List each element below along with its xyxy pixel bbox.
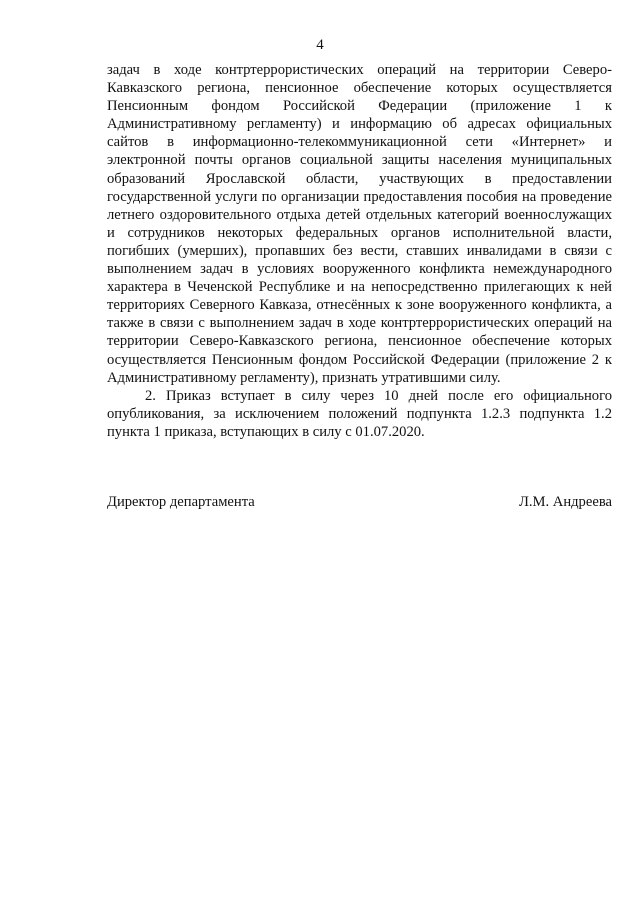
document-body bbox=[107, 61, 612, 441]
signatory-position: Директор департамента bbox=[107, 494, 255, 510]
paragraph-annex-repeal: задач в ходе контртеррористических операций на территории Северо-Кавказского региона, пенсионное обеспечение которых осуществляется Пенсионным фондом Российской Федерации (приложение 1 к Административному регламенту) и информацию об адресах официальных сайтов в информационно-телекоммуникационной сети «Интернет» и электронной почты органов социальной защиты населения муниципальных образований Ярославской области, участвующих в предоставлении государственной услуги по организации предоставления пособия на проведение летнего оздоровительного отдыха детей отдельных категорий военнослужащих и сотрудников некоторых федеральных органов исполнительной власти, погибших (умерших), пропавших без вести, ставших инвалидами в связи с выполнением задач в условиях вооруженного конфликта немеждународного характера в Чеченской Республике и на непосредственно прилегающих к ней территориях Северного Кавказа, отнесённых к зоне вооруженного конфликта, а также в связи с выполнением задач в ходе контртеррористических операций на территории Северо-Кавказского региона, пенсионное обеспечение которых осуществляется Пенсионным фондом Российской Федерации (приложение 2 к Административному регламенту), признать утратившими силу. bbox=[107, 62, 612, 386]
signature-block bbox=[107, 493, 612, 511]
paragraph-effective-date: 2. Приказ вступает в силу через 10 дней после его официального опубликования, за исключением положений подпункта 1.2.3 подпункта 1.2 пункта 1 приказа, вступающих в силу с 01.07.2020. bbox=[107, 387, 612, 440]
signatory-name: Л.М. Андреева bbox=[518, 494, 612, 510]
page-number: 4 bbox=[316, 37, 324, 53]
